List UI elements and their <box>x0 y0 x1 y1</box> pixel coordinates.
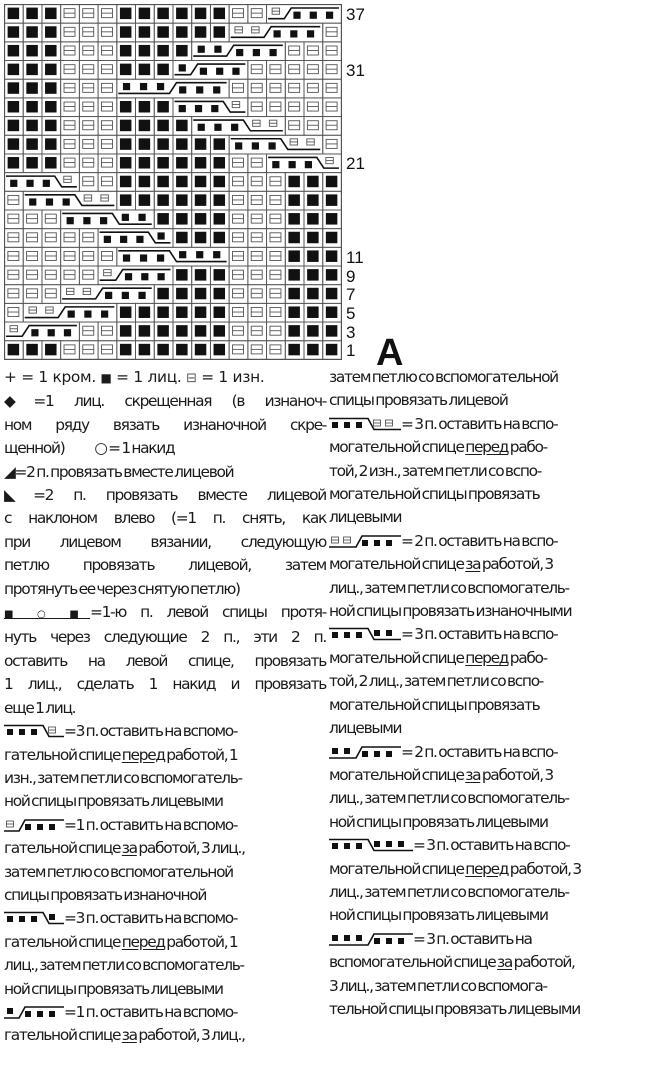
legend-text: гательной спице <box>4 745 122 764</box>
legend-line <box>329 623 647 646</box>
legend-line <box>4 720 326 743</box>
legend-line: ной спицы провязать лицевыми <box>329 906 548 925</box>
legend-text: вспомогательной спице <box>329 953 498 972</box>
legend-text: = 2 п. оставить на вспо- <box>401 742 558 761</box>
legend-line: ной спицы провязать лицевыми <box>4 792 223 811</box>
legend-line: могательной спицы провязать <box>329 695 540 714</box>
legend-text: работой, 3 <box>508 859 581 878</box>
legend-line <box>4 626 326 649</box>
underlined-word: перед <box>121 932 165 951</box>
legend-text: могательной спице <box>329 648 466 667</box>
legend-line <box>329 741 647 764</box>
c3k-3k-front-cable-symbol-icon <box>329 838 413 852</box>
legend-text: =3 п. оставить на вспомо- <box>64 722 238 741</box>
legend-text: = 1 лиц. <box>111 368 187 386</box>
legend-entry-c1p-3k-back <box>4 814 326 908</box>
legend-text: петлю провязать лицевой, затем <box>4 556 326 575</box>
legend-line <box>329 553 647 576</box>
legend-entry-c2k-3k-back <box>329 741 647 835</box>
legend-line <box>329 647 647 670</box>
legend-entry-c1k-3k-back-cont <box>329 366 647 413</box>
underlined-word: за <box>121 1026 137 1045</box>
legend-text: работой, 3 лиц., <box>136 839 245 858</box>
legend-text: могательной спице <box>329 859 466 878</box>
yo-pass-symbol-icon: ■ ○ ■ <box>4 609 91 621</box>
legend-line: могательной спицы провязать <box>329 485 540 504</box>
row-number-7: 7 <box>346 285 356 305</box>
row-number-31: 31 <box>346 61 365 81</box>
legend-text: работой, 1 <box>164 932 238 951</box>
legend-entry-ssk <box>4 484 326 601</box>
k2tog-symbol-icon: ◢ <box>4 462 15 481</box>
legend-text: 1 лиц., сделать 1 накид и провязать <box>4 675 326 694</box>
underlined-word: за <box>121 839 137 858</box>
knit-symbol-icon: ■ <box>100 371 112 385</box>
row-number-5: 5 <box>346 303 356 323</box>
legend-line <box>4 484 326 507</box>
row-number-9: 9 <box>346 266 356 286</box>
legend-line: лиц., затем петли со вспомогатель- <box>329 578 569 597</box>
legend-text: = 2 п. оставить на вспо- <box>401 531 558 550</box>
legend-line <box>4 744 326 767</box>
legend-line <box>4 837 326 860</box>
underlined-word: перед <box>465 438 509 457</box>
legend-line: ной спицы провязать лицевыми <box>329 812 548 831</box>
legend-text: гательной спице <box>4 839 122 858</box>
crossed-symbol-icon: ◆ <box>4 392 34 411</box>
legend-line <box>4 414 326 437</box>
legend-line: затем петлю со вспомогательной <box>4 862 233 881</box>
legend-left-column <box>4 366 326 1048</box>
legend-line <box>4 461 326 484</box>
legend-line <box>4 931 326 954</box>
legend-text: работой, 3 <box>480 555 553 574</box>
yarn-over-legend: ○ = 1 накид <box>94 439 175 458</box>
legend-text: работой, <box>512 953 575 972</box>
legend-entry-c3k-1p-front <box>4 720 326 814</box>
c1p-3k-back-cable-symbol-icon <box>4 818 64 832</box>
legend-entry-yo-pass <box>4 601 326 720</box>
chart-label: A <box>376 332 404 374</box>
legend-line <box>329 764 647 787</box>
legend-line <box>4 531 326 554</box>
row-number-21: 21 <box>346 154 365 174</box>
legend-line <box>4 907 326 930</box>
legend-text: = 3 п. оставить на вспо- <box>401 414 558 433</box>
c3k-2p-front-cable-symbol-icon <box>329 417 401 431</box>
legend-text: нуть через следующие 2 п., эти 2 п. <box>4 628 326 647</box>
legend-text: работой, 3 <box>480 765 553 784</box>
row-number-3: 3 <box>346 322 356 342</box>
underlined-word: за <box>465 765 481 784</box>
legend-text: = 3 п. оставить на <box>413 929 532 948</box>
legend-text: =1 п. оставить на вспомо- <box>64 1002 238 1021</box>
legend-line <box>329 858 647 881</box>
legend-line: спицы провязать лицевой <box>329 391 508 410</box>
legend-text: рабо- <box>508 648 547 667</box>
legend-line <box>329 436 647 459</box>
legend-entry-c1k-3k-back <box>4 1001 326 1048</box>
legend-line <box>329 834 647 857</box>
c3k-3k-back-cable-symbol-icon <box>329 932 413 946</box>
row-number-37: 37 <box>346 5 365 24</box>
legend-entry-c3k-2k-front <box>329 623 647 740</box>
legend-line <box>4 814 326 837</box>
legend-text: работой, 1 <box>164 745 238 764</box>
legend-line <box>329 530 647 553</box>
underlined-word: перед <box>465 648 509 667</box>
legend-text: =2 п. провязать вместе лицевой <box>33 486 326 505</box>
legend-text: =2 п. провязать вместе лицевой <box>14 462 234 481</box>
legend-entry-c3k-3k-front <box>329 834 647 928</box>
legend-line <box>4 1001 326 1024</box>
legend-line: тельной спицы провязать лицевыми <box>329 999 580 1018</box>
knitting-chart-a <box>4 4 341 359</box>
legend-text: протянуть ее через снятую петлю) <box>4 579 240 598</box>
c2k-3k-back-cable-symbol-icon <box>329 745 401 759</box>
legend-text: с наклоном влево (=1 п. снять, как <box>4 509 326 528</box>
legend-line <box>4 650 326 673</box>
legend-entry-basic <box>4 366 326 390</box>
legend-text: =1 п. оставить на вспомо- <box>64 815 238 834</box>
c3k-2k-front-cable-symbol-icon <box>329 627 401 641</box>
legend-text: могательной спице <box>329 765 466 784</box>
legend-text: могательной спице <box>329 438 466 457</box>
legend-line: ной спицы провязать лицевыми <box>4 979 223 998</box>
legend-line: лиц., затем петли со вспомогатель- <box>4 956 244 975</box>
legend-text: оставить на левой спице, провязать <box>4 651 326 670</box>
legend-line <box>4 437 326 460</box>
legend-text: гательной спице <box>4 1026 122 1045</box>
legend-text: при лицевом вязании, следующую <box>4 532 326 551</box>
legend-line <box>4 554 326 577</box>
legend-entry-crossed <box>4 390 326 460</box>
legend-line <box>4 601 326 626</box>
c3k-1p-front-cable-symbol-icon <box>4 724 64 738</box>
legend-entry-c2p-3k-back <box>329 530 647 624</box>
legend-line <box>4 697 326 720</box>
legend-text: могательной спице <box>329 555 466 574</box>
legend-line <box>4 578 326 601</box>
legend-right-column <box>329 366 647 1021</box>
legend-text: + = 1 кром. <box>4 368 101 386</box>
legend-line: лиц., затем петли со вспомогатель- <box>329 882 569 901</box>
legend-line <box>4 673 326 696</box>
legend-text: = 3 п. оставить на вспо- <box>401 625 558 644</box>
legend-text: щенной) <box>4 439 65 458</box>
legend-line: той, 2 изн., затем петли со вспо- <box>329 461 541 480</box>
legend-text: = 3 п. оставить на вспо- <box>413 836 570 855</box>
chart-grid <box>4 4 342 360</box>
legend-line <box>4 390 326 413</box>
legend-line: лицевыми <box>329 508 402 527</box>
legend-line: лицевыми <box>329 719 402 738</box>
legend-line: изн., затем петли со вспомогатель- <box>4 768 242 787</box>
legend-entry-k2tog <box>4 461 326 484</box>
ssk-symbol-icon: ◣ <box>4 486 34 505</box>
row-number-1: 1 <box>346 341 356 361</box>
legend-line: той, 2 лиц., затем петли со вспо- <box>329 672 544 691</box>
c3k-1k-front-cable-symbol-icon <box>4 911 64 925</box>
legend-text: работой, 3 лиц., <box>136 1026 245 1045</box>
legend-text: = 1 изн. <box>196 368 265 386</box>
legend-text: гательной спице <box>4 932 122 951</box>
legend-line: 3 лиц., затем петли со вспомога- <box>329 976 547 995</box>
underlined-word: перед <box>121 745 165 764</box>
legend-text: =1-ю п. левой спицы протя- <box>90 603 326 622</box>
legend-entry-c3k-2p-front <box>329 413 647 530</box>
legend-line <box>4 507 326 530</box>
c2p-3k-back-cable-symbol-icon <box>329 534 401 548</box>
legend-line: лиц., затем петли со вспомогатель- <box>329 789 569 808</box>
legend-entry-c3k-3k-back <box>329 928 647 1022</box>
legend-line: затем петлю со вспомогательной <box>329 368 558 386</box>
legend-line: спицы провязать изнаночной <box>4 885 207 904</box>
legend-text: еще 1 лиц. <box>4 698 76 717</box>
legend-text: ном ряду вязать изнаночной скре- <box>4 415 326 434</box>
legend-line <box>4 1024 326 1047</box>
row-number-11: 11 <box>346 247 364 267</box>
legend-text: =3 п. оставить на вспомо- <box>64 909 238 928</box>
legend-line <box>329 928 647 951</box>
legend-line <box>329 951 647 974</box>
purl-symbol-icon: ⊟ <box>186 371 197 386</box>
underlined-word: за <box>465 555 481 574</box>
legend-text: =1 лиц. скрещенная (в изнаноч- <box>33 392 326 411</box>
underlined-word: перед <box>465 859 509 878</box>
underlined-word: за <box>497 953 513 972</box>
c1k-3k-back-cable-symbol-icon <box>4 1005 64 1019</box>
legend-text: рабо- <box>508 438 547 457</box>
legend-line: ной спицы провязать изнаночными <box>329 602 572 621</box>
legend-line <box>329 413 647 436</box>
legend-entry-c3k-1k-front <box>4 907 326 1001</box>
